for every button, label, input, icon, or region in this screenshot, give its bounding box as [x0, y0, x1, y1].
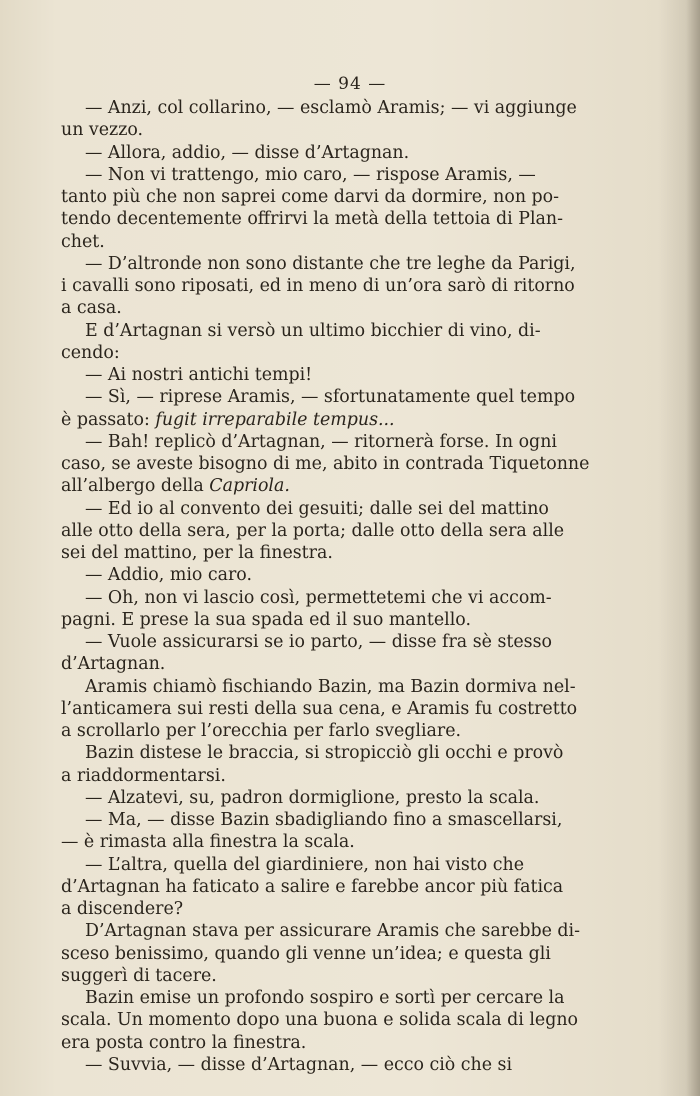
text-line-content: suggerì di tacere. [61, 965, 217, 986]
text-line-content: E d’Artagnan si versò un ultimo bicchier di vino, di- [85, 320, 541, 341]
text-line-content: — Addio, mio caro. [85, 565, 252, 586]
text-line-content: — Non vi trattengo, mio caro, — rispose Aramis, — [85, 164, 536, 185]
text-line-content: tendo decentemente offrirvi la metà della tettoia di Plan- [61, 209, 563, 230]
text-line [61, 142, 623, 164]
text-line [61, 409, 623, 431]
text-line [61, 364, 623, 386]
text-line-content: alle otto della sera, per la porta; dalle otto della sera alle [61, 520, 565, 541]
text-line [61, 275, 623, 297]
text-line [61, 453, 623, 475]
text-line [61, 587, 623, 609]
text-line-content: scala. Un momento dopo una buona e solida scala di legno [61, 1010, 578, 1031]
text-line [61, 742, 623, 764]
text-line-content: a riaddormentarsi. [61, 765, 226, 786]
text-line-content: — Suvvia, — disse d’Artagnan, — ecco ciò che si [85, 1054, 513, 1075]
text-line [61, 164, 623, 186]
text-line-content: a scrollarlo per l’orecchia per farlo svegliare. [61, 721, 462, 741]
text-line-content: chet. [61, 231, 105, 252]
text-line [61, 231, 623, 253]
text-line [61, 898, 623, 920]
text-line [61, 475, 623, 497]
text-line-content: l’anticamera sui resti della sua cena, e Aramis fu costretto [61, 698, 578, 719]
text-line-content: D’Artagnan stava per assicurare Aramis che sarebbe di- [85, 921, 580, 942]
text-line-content: è passato: [61, 409, 156, 430]
text-line-content: — Allora, addio, — disse d’Artagnan. [85, 142, 410, 163]
text-line [61, 119, 623, 141]
text-line-content: tanto più che non saprei come darvi da dormire, non po- [61, 187, 560, 207]
text-line [61, 542, 623, 564]
text-line [61, 1032, 623, 1054]
text-line [61, 876, 623, 898]
text-line-content: — Alzatevi, su, padron dormiglione, presto la scala. [85, 787, 540, 808]
text-line [61, 498, 623, 520]
text-line [61, 631, 623, 653]
text-line-content: — L’altra, quella del giardiniere, non hai visto che [85, 854, 525, 875]
text-line [61, 342, 623, 364]
text-line [61, 676, 623, 698]
text-line-content: pagni. E prese la sua spada ed il suo mantello. [61, 609, 471, 630]
text-line-content: Aramis chiamò fischiando Bazin, ma Bazin dormiva nel- [85, 676, 576, 697]
text-line-italic: fugit irreparabile tempus... [155, 409, 395, 430]
text-line [61, 609, 623, 631]
text-line-content: sei del mattino, per la finestra. [61, 543, 333, 563]
text-line-content: — Bah! replicò d’Artagnan, — ritornerà forse. In ogni [85, 431, 557, 452]
text-line-content: — Ed io al convento dei gesuiti; dalle sei del mattino [85, 498, 549, 519]
text-line-content: — Ma, — disse Bazin sbadigliando fino a smascellarsi, [85, 810, 563, 830]
text-line-content: — Sì, — riprese Aramis, — sfortunatamente quel tempo [85, 387, 576, 408]
text-line [61, 564, 623, 586]
text-line [61, 698, 623, 720]
text-line-content: all’albergo della [61, 476, 210, 497]
text-line [61, 920, 623, 942]
text-line [61, 320, 623, 342]
text-line-content: — D’altronde non sono distante che tre leghe da Parigi, [85, 253, 576, 274]
text-line-content: — Vuole assicurarsi se io parto, — disse fra sè stesso [85, 632, 552, 652]
text-line-content: — Oh, non vi lascio così, permettetemi che vi accom- [85, 587, 552, 608]
text-line [61, 854, 623, 876]
text-line-content: a casa. [61, 298, 122, 319]
text-line-content: — Anzi, col collarino, — esclamò Aramis; — vi aggiunge [85, 98, 577, 118]
text-line [61, 720, 623, 742]
text-line-content: — è rimasta alla finestra la scala. [61, 832, 355, 853]
text-line-content: caso, se aveste bisogno di me, abito in contrada Tiquetonne [61, 454, 590, 474]
body-text [61, 97, 623, 1076]
text-line [61, 431, 623, 453]
text-line [61, 97, 623, 119]
text-line-content: a discendere? [61, 899, 184, 919]
text-line-content: sceso benissimo, quando gli venne un’idea; e questa gli [61, 943, 551, 964]
text-line [61, 1054, 623, 1076]
text-line [61, 297, 623, 319]
text-line-italic: Capriola. [209, 476, 290, 497]
text-line-content: i cavalli sono riposati, ed in meno di un’ora sarò di ritorno [61, 276, 575, 296]
text-line [61, 831, 623, 853]
text-line-content: cendo: [61, 342, 120, 363]
text-line [61, 520, 623, 542]
text-line [61, 965, 623, 987]
text-line [61, 208, 623, 230]
text-line [61, 186, 623, 208]
text-line [61, 809, 623, 831]
text-line [61, 943, 623, 965]
text-line-content: Bazin distese le braccia, si stropicciò gli occhi e provò [85, 743, 564, 764]
page-edge-shadow [686, 0, 700, 1096]
text-line [61, 787, 623, 809]
text-line-content: un vezzo. [61, 120, 144, 141]
text-line [61, 765, 623, 787]
text-line-content: d’Artagnan. [61, 654, 166, 675]
text-line-content: — Ai nostri antichi tempi! [85, 365, 313, 385]
text-line [61, 386, 623, 408]
page-number: — 94 — [313, 74, 387, 94]
text-line-content: Bazin emise un profondo sospiro e sortì per cercare la [85, 988, 565, 1008]
text-line-content: d’Artagnan ha faticato a salire e farebbe ancor più fatica [61, 876, 564, 897]
text-line [61, 253, 623, 275]
text-line-content: era posta contro la finestra. [61, 1032, 307, 1053]
text-line [61, 653, 623, 675]
text-line [61, 1009, 623, 1031]
text-line [61, 987, 623, 1009]
